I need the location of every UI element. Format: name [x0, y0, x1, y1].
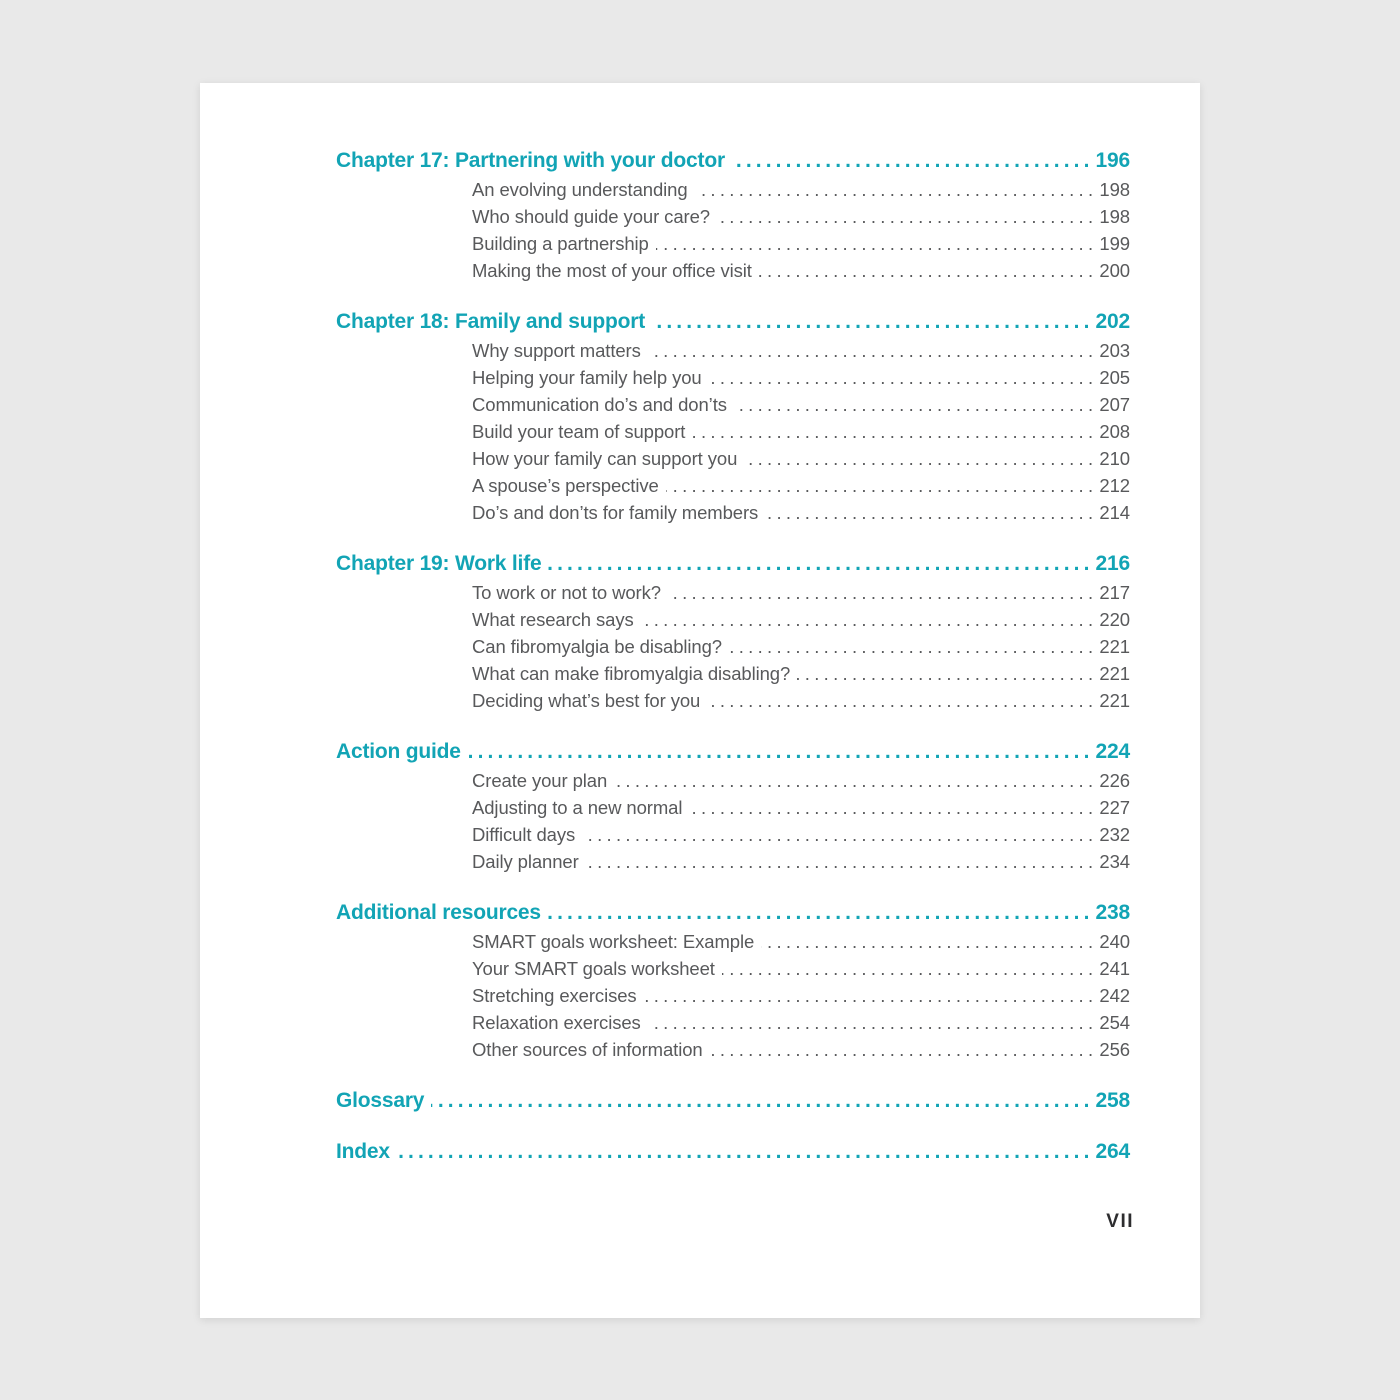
toc-entry-label: Who should guide your care?: [472, 206, 710, 227]
toc-entry-page: 221: [1099, 690, 1130, 711]
toc-chapter-row[interactable]: [336, 1138, 1130, 1165]
toc-entry-page: 207: [1099, 394, 1130, 415]
toc-entry-row[interactable]: [336, 337, 1130, 364]
dot-leader: [582, 821, 1097, 848]
dot-leader: [692, 418, 1097, 445]
toc-entry-label: Building a partnership: [472, 233, 649, 254]
toc-entry-page: 205: [1099, 367, 1130, 388]
toc-entry-label: Other sources of information: [472, 1039, 703, 1060]
dot-leader: [717, 203, 1097, 230]
dot-leader: [734, 391, 1098, 418]
toc-entry-label: Helping your family help you: [472, 367, 702, 388]
dot-leader: [431, 1087, 1093, 1114]
toc-entry-label: Stretching exercises: [472, 985, 637, 1006]
dot-leader: [732, 147, 1094, 174]
toc-chapter-row[interactable]: [336, 1087, 1130, 1114]
toc-chapter-row[interactable]: [336, 899, 1130, 926]
toc-entry-page: 198: [1099, 179, 1130, 200]
page-folio: VII: [1106, 1211, 1134, 1232]
toc-entry-page: 217: [1099, 582, 1130, 603]
toc-entry-page: 198: [1099, 206, 1130, 227]
toc-chapter-row[interactable]: [336, 308, 1130, 335]
toc-entry-row[interactable]: [336, 472, 1130, 499]
toc-entry-page: 226: [1099, 770, 1130, 791]
toc-section: [336, 550, 1130, 714]
toc-chapter-label: Additional resources: [336, 901, 541, 924]
toc-section: [336, 147, 1130, 284]
toc-entry-label: A spouse’s perspective: [472, 475, 659, 496]
toc-entry-page: 242: [1099, 985, 1130, 1006]
toc-entry-page: 203: [1099, 340, 1130, 361]
toc-chapter-page: 216: [1095, 552, 1130, 575]
toc-entry-row[interactable]: [336, 364, 1130, 391]
toc-entry-row[interactable]: [336, 579, 1130, 606]
toc-entry-page: 210: [1099, 448, 1130, 469]
toc-entry-label: Your SMART goals worksheet: [472, 958, 715, 979]
toc-entry-row[interactable]: [336, 257, 1130, 284]
toc-section-items: [336, 579, 1130, 714]
toc-chapter-page: 224: [1095, 740, 1130, 763]
toc-chapter-page: 196: [1095, 149, 1130, 172]
toc-section-items: [336, 176, 1130, 284]
dot-leader: [722, 955, 1098, 982]
toc-section-items: [336, 767, 1130, 875]
dot-leader: [668, 579, 1097, 606]
dot-leader: [709, 364, 1098, 391]
toc-entry-row[interactable]: [336, 660, 1130, 687]
toc-section-items: [336, 928, 1130, 1063]
dot-leader: [641, 606, 1098, 633]
table-of-contents: [336, 147, 1130, 1167]
toc-section: [336, 738, 1130, 875]
toc-entry-page: 212: [1099, 475, 1130, 496]
toc-entry-label: What research says: [472, 609, 634, 630]
toc-entry-page: 220: [1099, 609, 1130, 630]
toc-chapter-page: 238: [1095, 901, 1130, 924]
toc-entry-row[interactable]: [336, 1009, 1130, 1036]
dot-leader: [648, 1009, 1098, 1036]
dot-leader: [652, 308, 1093, 335]
toc-entry-page: 240: [1099, 931, 1130, 952]
dot-leader: [729, 633, 1097, 660]
toc-entry-label: Communication do’s and don’ts: [472, 394, 727, 415]
toc-section: [336, 899, 1130, 1063]
toc-entry-row[interactable]: [336, 982, 1130, 1009]
toc-entry-label: To work or not to work?: [472, 582, 661, 603]
toc-entry-label: An evolving understanding: [472, 179, 688, 200]
toc-entry-row[interactable]: [336, 928, 1130, 955]
dot-leader: [586, 848, 1098, 875]
dot-leader: [707, 687, 1097, 714]
toc-entry-row[interactable]: [336, 230, 1130, 257]
dot-leader: [761, 928, 1097, 955]
toc-entry-page: 234: [1099, 851, 1130, 872]
toc-chapter-row[interactable]: [336, 550, 1130, 577]
toc-entry-page: 199: [1099, 233, 1130, 254]
toc-section-items: [336, 337, 1130, 526]
toc-entry-label: Relaxation exercises: [472, 1012, 641, 1033]
toc-chapter-label: Chapter 18: Family and support: [336, 310, 646, 333]
toc-entry-label: Deciding what’s best for you: [472, 690, 701, 711]
toc-entry-row[interactable]: [336, 499, 1130, 526]
toc-entry-label: Do’s and don’ts for family members: [472, 502, 759, 523]
toc-chapter-label: Chapter 17: Partnering with your doctor: [336, 149, 725, 172]
toc-entry-row[interactable]: [336, 203, 1130, 230]
toc-chapter-label: Index: [336, 1140, 390, 1163]
toc-entry-row[interactable]: [336, 767, 1130, 794]
toc-entry-page: 214: [1099, 502, 1130, 523]
toc-entry-label: SMART goals worksheet: Example: [472, 931, 755, 952]
dot-leader: [397, 1138, 1094, 1165]
toc-chapter-page: 264: [1095, 1140, 1130, 1163]
book-page: [200, 83, 1200, 1318]
dot-leader: [765, 499, 1097, 526]
dot-leader: [797, 660, 1097, 687]
toc-chapter-label: Action guide: [336, 740, 461, 763]
toc-entry-row[interactable]: [336, 606, 1130, 633]
dot-leader: [548, 550, 1093, 577]
toc-chapter-label: Glossary: [336, 1089, 425, 1112]
toc-chapter-page: 258: [1095, 1089, 1130, 1112]
toc-entry-row[interactable]: [336, 848, 1130, 875]
toc-entry-page: 232: [1099, 824, 1130, 845]
toc-section: [336, 1138, 1130, 1165]
toc-entry-page: 208: [1099, 421, 1130, 442]
toc-entry-label: Why support matters: [472, 340, 641, 361]
toc-entry-label: Can fibromyalgia be disabling?: [472, 636, 722, 657]
toc-entry-row[interactable]: [336, 794, 1130, 821]
toc-entry-page: 221: [1099, 663, 1130, 684]
toc-entry-page: 200: [1099, 260, 1130, 281]
toc-entry-label: Adjusting to a new normal: [472, 797, 683, 818]
toc-section: [336, 1087, 1130, 1114]
toc-entry-row[interactable]: [336, 955, 1130, 982]
dot-leader: [468, 738, 1094, 765]
toc-chapter-label: Chapter 19: Work life: [336, 552, 542, 575]
toc-entry-label: Create your plan: [472, 770, 608, 791]
toc-entry-row[interactable]: [336, 687, 1130, 714]
toc-entry-page: 256: [1099, 1039, 1130, 1060]
toc-entry-label: How your family can support you: [472, 448, 738, 469]
toc-entry-label: Difficult days: [472, 824, 576, 845]
dot-leader: [695, 176, 1098, 203]
toc-entry-row[interactable]: [336, 1036, 1130, 1063]
dot-leader: [648, 337, 1098, 364]
toc-entry-row[interactable]: [336, 418, 1130, 445]
dot-leader: [759, 257, 1098, 284]
toc-entry-row[interactable]: [336, 633, 1130, 660]
dot-leader: [666, 472, 1098, 499]
toc-entry-label: Making the most of your office visit: [472, 260, 752, 281]
toc-chapter-page: 202: [1095, 310, 1130, 333]
dot-leader: [710, 1036, 1098, 1063]
dot-leader: [656, 230, 1098, 257]
toc-entry-page: 227: [1099, 797, 1130, 818]
toc-entry-page: 241: [1099, 958, 1130, 979]
toc-entry-row[interactable]: [336, 391, 1130, 418]
dot-leader: [644, 982, 1098, 1009]
toc-chapter-row[interactable]: [336, 147, 1130, 174]
dot-leader: [614, 767, 1097, 794]
toc-entry-row[interactable]: [336, 821, 1130, 848]
toc-entry-label: Build your team of support: [472, 421, 686, 442]
toc-entry-page: 221: [1099, 636, 1130, 657]
toc-chapter-row[interactable]: [336, 738, 1130, 765]
dot-leader: [689, 794, 1097, 821]
toc-entry-row[interactable]: [336, 445, 1130, 472]
toc-section: [336, 308, 1130, 526]
toc-entry-row[interactable]: [336, 176, 1130, 203]
toc-entry-label: Daily planner: [472, 851, 579, 872]
toc-entry-page: 254: [1099, 1012, 1130, 1033]
dot-leader: [744, 445, 1097, 472]
dot-leader: [548, 899, 1094, 926]
toc-entry-label: What can make fibromyalgia disabling?: [472, 663, 791, 684]
